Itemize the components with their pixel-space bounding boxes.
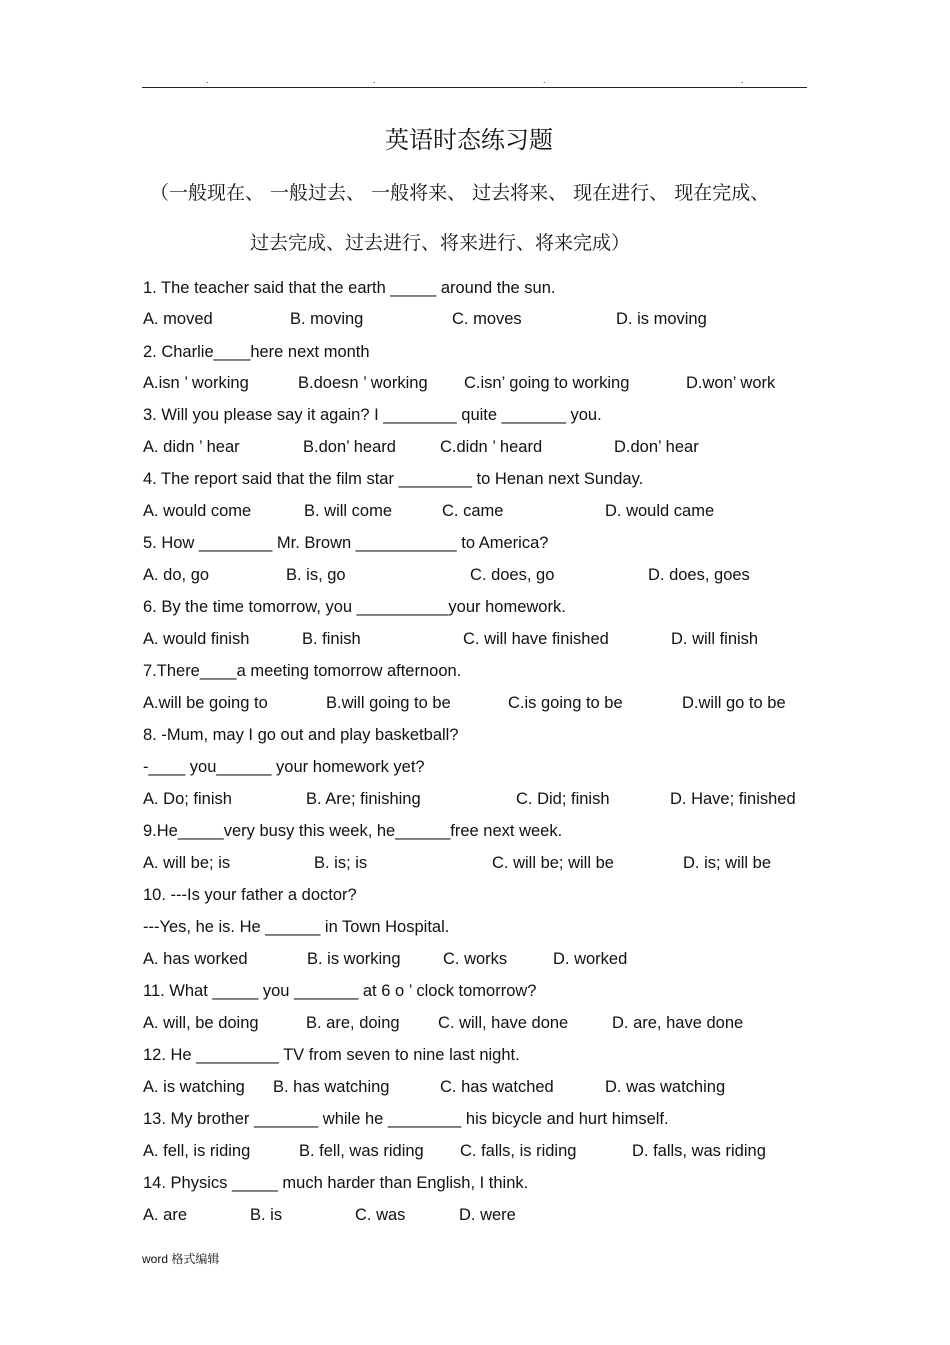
answer-option: B. has watching (273, 1078, 390, 1096)
answer-option: D. are, have done (612, 1014, 744, 1032)
answer-option: C. will, have done (438, 1014, 569, 1032)
header-rule (142, 87, 807, 88)
answer-option: D. falls, was riding (632, 1142, 766, 1160)
answer-option: C. will be; will be (492, 854, 614, 872)
answer-option: A. will be; is (143, 854, 231, 872)
question-text: 3. Will you please say it again? I ________ quite _______ you. (143, 406, 602, 424)
answer-option: D. is moving (616, 310, 707, 328)
answer-option: D. is; will be (683, 854, 772, 872)
answer-option: C. was (355, 1206, 406, 1224)
answer-option: D. worked (553, 950, 628, 968)
answer-option: D. was watching (605, 1078, 726, 1096)
answer-option: D. does, goes (648, 566, 750, 584)
answer-option: A.isn ’ working (143, 374, 249, 392)
answer-option: B. are, doing (306, 1014, 400, 1032)
answer-option: B.doesn ’ working (298, 374, 428, 392)
answer-option: C. will have finished (463, 630, 609, 648)
question-text: 14. Physics _____ much harder than English, I think. (143, 1174, 529, 1192)
footer-label: word 格式编辑 (142, 1252, 220, 1266)
answer-option: C. Did; finish (516, 790, 610, 808)
page-title: 英语时态练习题 (385, 126, 553, 154)
question-text: 11. What _____ you _______ at 6 o ’ clock tomorrow? (143, 982, 537, 1000)
answer-option: B. fell, was riding (299, 1142, 424, 1160)
answer-option: D. Have; finished (670, 790, 796, 808)
answer-option: B. moving (290, 310, 364, 328)
answer-option: B. Are; finishing (306, 790, 421, 808)
question-text: 9.He_____very busy this week, he______free next week. (143, 822, 563, 840)
answer-option: C. falls, is riding (460, 1142, 577, 1160)
header-dot: . (741, 75, 744, 85)
answer-option: D. will finish (671, 630, 759, 648)
question-text: 7.There____a meeting tomorrow afternoon. (143, 662, 462, 680)
question-text: -____ you______ your homework yet? (143, 758, 425, 776)
subtitle-line-2: 过去完成、过去进行、将来进行、将来完成） (250, 232, 631, 254)
answer-option: B. is (250, 1206, 283, 1224)
answer-option: A. do, go (143, 566, 210, 584)
answer-option: B. is; is (314, 854, 368, 872)
answer-option: A. are (143, 1206, 188, 1224)
answer-option: C. came (442, 502, 504, 520)
question-text: 8. -Mum, may I go out and play basketball? (143, 726, 459, 744)
answer-option: B. is working (307, 950, 401, 968)
question-text: 2. Charlie____here next month (143, 343, 370, 361)
answer-option: C. works (443, 950, 508, 968)
question-text: 12. He _________ TV from seven to nine last night. (143, 1046, 520, 1064)
question-text: 5. How ________ Mr. Brown ___________ to America? (143, 534, 549, 552)
answer-option: A. didn ’ hear (143, 438, 240, 456)
answer-option: C.isn’ going to working (464, 374, 630, 392)
answer-option: C.is going to be (508, 694, 623, 712)
answer-option: A. is watching (143, 1078, 245, 1096)
answer-option: B. is, go (286, 566, 346, 584)
answer-option: C.didn ’ heard (440, 438, 543, 456)
answer-option: A. will, be doing (143, 1014, 259, 1032)
answer-option: C. has watched (440, 1078, 554, 1096)
answer-option: D. were (459, 1206, 516, 1224)
answer-option: C. does, go (470, 566, 555, 584)
answer-option: A. has worked (143, 950, 248, 968)
answer-option: A.will be going to (143, 694, 268, 712)
subtitle-line-1: （一般现在、 一般过去、 一般将来、 过去将来、 现在进行、 现在完成、 (150, 182, 770, 204)
question-text: 1. The teacher said that the earth _____ around the sun. (143, 279, 556, 297)
answer-option: A. would finish (143, 630, 250, 648)
header-dot: . (543, 75, 546, 85)
header-dot: . (373, 75, 376, 85)
question-text: 10. ---Is your father a doctor? (143, 886, 357, 904)
answer-option: B. finish (302, 630, 361, 648)
answer-option: D.don’ hear (614, 438, 699, 456)
answer-option: B.don’ heard (303, 438, 396, 456)
answer-option: A. Do; finish (143, 790, 232, 808)
answer-option: D.won’ work (686, 374, 776, 392)
header-dot: . (206, 75, 209, 85)
question-text: 13. My brother _______ while he ________ his bicycle and hurt himself. (143, 1110, 669, 1128)
answer-option: A. would come (143, 502, 252, 520)
answer-option: A. moved (143, 310, 213, 328)
answer-option: D. would came (605, 502, 715, 520)
answer-option: D.will go to be (682, 694, 786, 712)
question-text: 4. The report said that the film star ________ to Henan next Sunday. (143, 470, 644, 488)
answer-option: C. moves (452, 310, 522, 328)
question-text: ---Yes, he is. He ______ in Town Hospital. (143, 918, 450, 936)
answer-option: B.will going to be (326, 694, 451, 712)
answer-option: A. fell, is riding (143, 1142, 251, 1160)
answer-option: B. will come (304, 502, 393, 520)
question-text: 6. By the time tomorrow, you __________your homework. (143, 598, 566, 616)
